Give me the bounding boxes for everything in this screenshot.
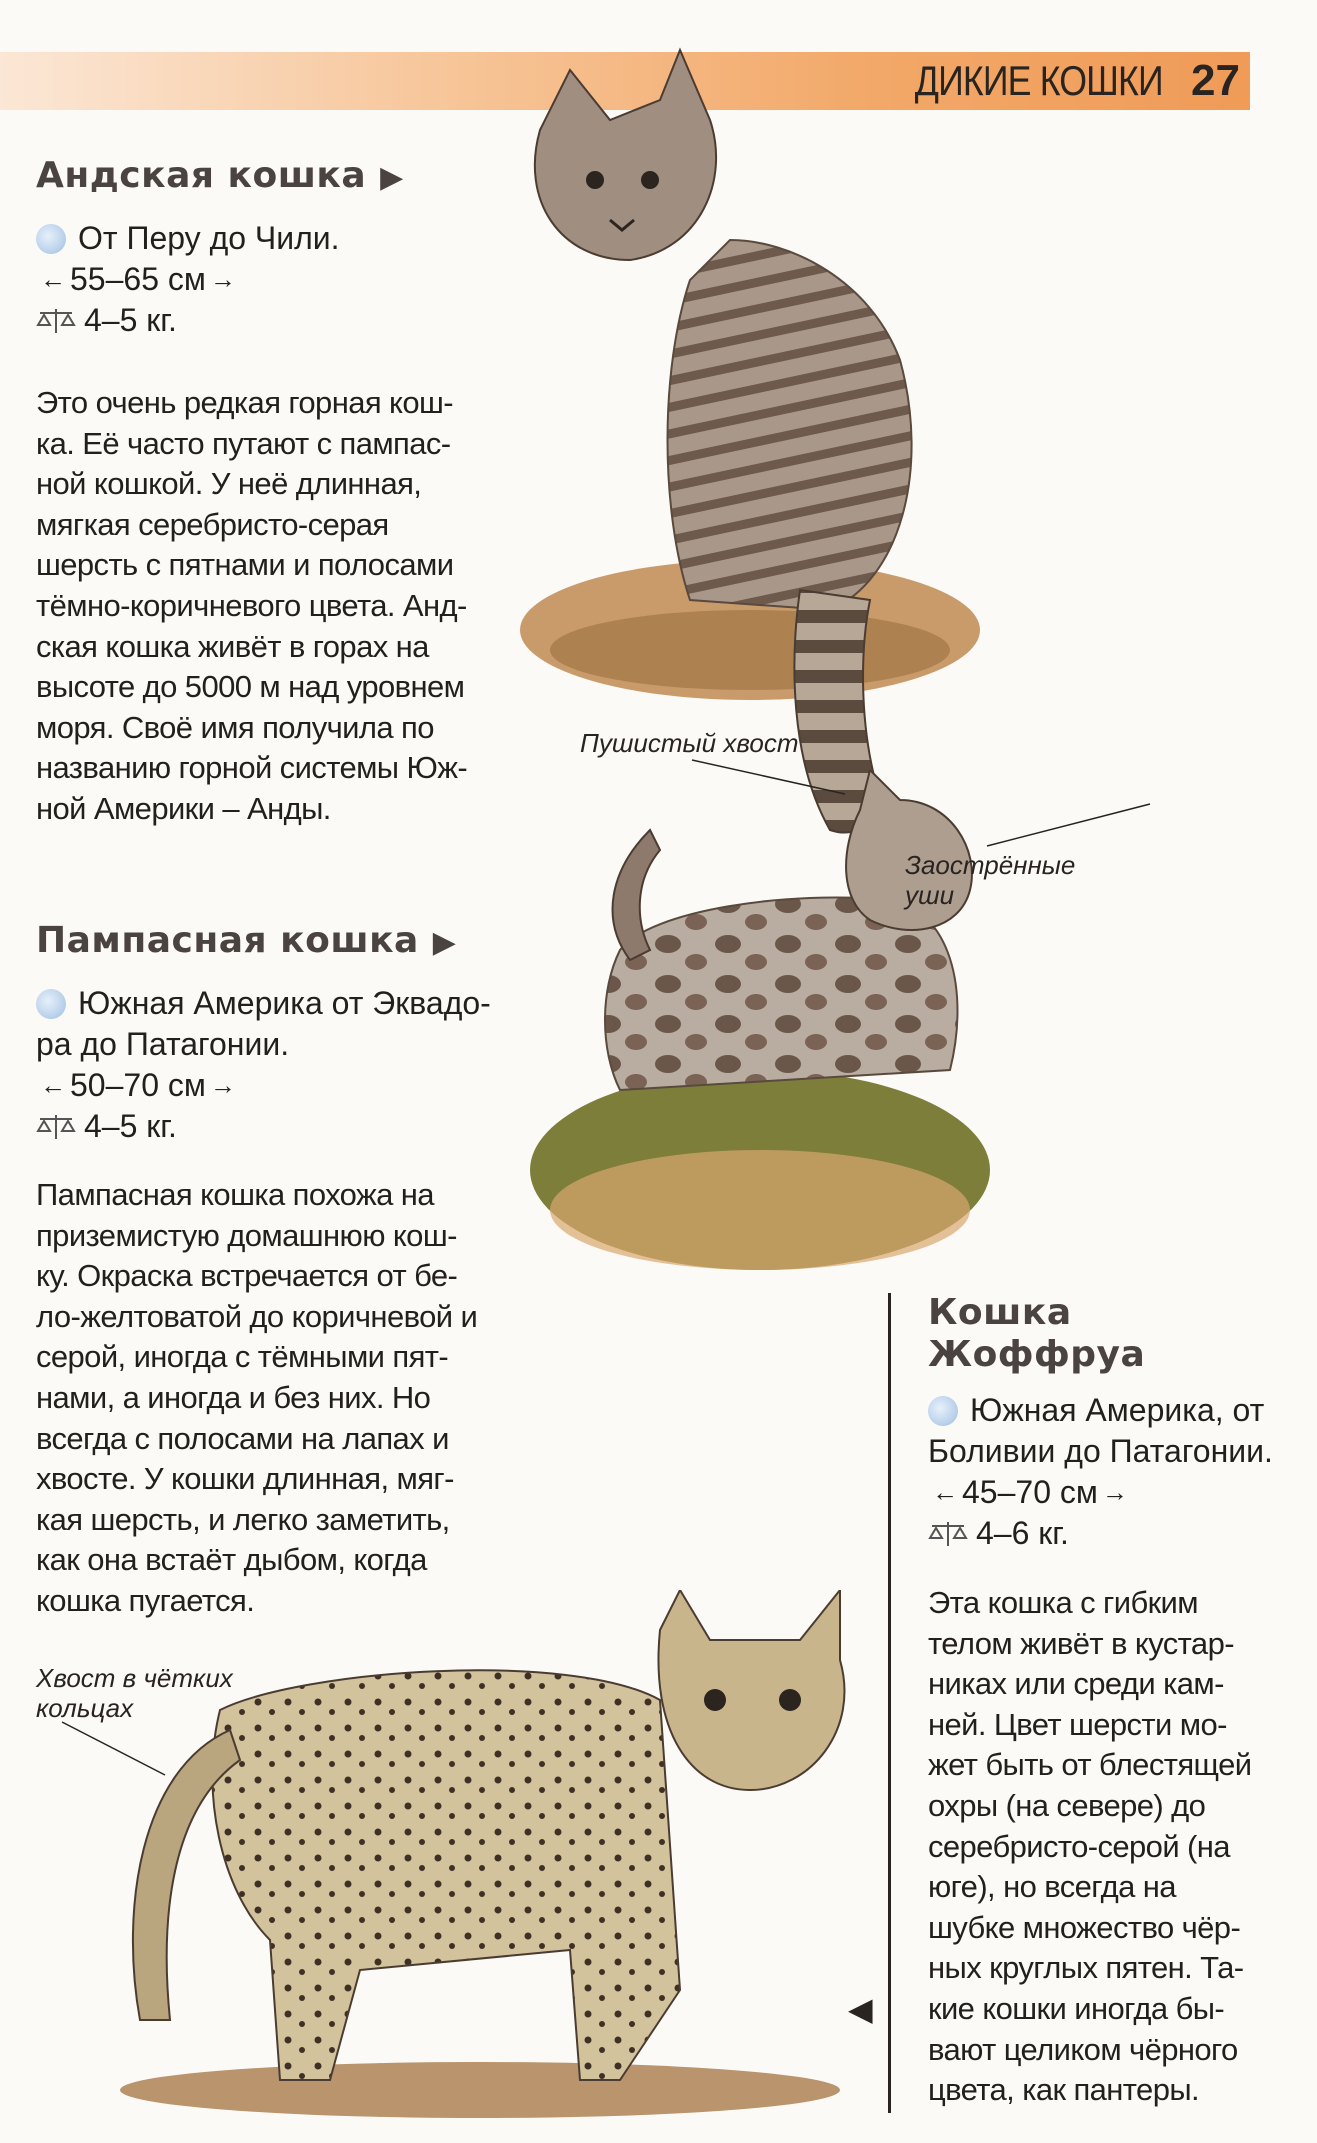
text-line: шерсть с пятнами и полосами [36, 547, 454, 583]
globe-icon [36, 989, 66, 1019]
text-line: кая шерсть, и легко заметить, [36, 1501, 450, 1537]
habitat-line [36, 983, 491, 1024]
habitat-line [928, 1390, 1273, 1431]
habitat-text: Южная Америка, от [970, 1392, 1265, 1428]
text-line: цвета, как пантеры. [928, 2072, 1200, 2108]
scales-icon [36, 1113, 76, 1141]
length-line [36, 259, 340, 300]
ringed-tail-caption [36, 1663, 233, 1723]
scales-icon [36, 307, 76, 335]
weight-text: 4–5 кг. [84, 302, 177, 338]
text-line: серой, иногда с тёмными пят- [36, 1339, 449, 1375]
section-arrow-icon: ▶ [380, 160, 404, 195]
scales-icon [928, 1520, 968, 1548]
length-text: 55–65 см [70, 261, 206, 297]
ringed-tail-leader [60, 1720, 170, 1780]
text-line: юге), но всегда на [928, 1869, 1176, 1905]
weight-text: 4–6 кг. [976, 1515, 1069, 1551]
length-line [928, 1472, 1273, 1513]
caption-text: кольцах [36, 1693, 134, 1723]
pampas-cat-heading [36, 920, 456, 961]
text-line: ной кошкой. У неё длинная, [36, 466, 422, 502]
text-line: хвосте. У кошки длинная, мяг- [36, 1461, 454, 1497]
geoffroy-cat-head [658, 1590, 844, 1790]
text-line: ло-желтоватой до коричневой и [36, 1298, 478, 1334]
habitat-line [36, 218, 340, 259]
text-line: всегда с полосами на лапах и [36, 1420, 449, 1456]
text-line: ку. Окраска встречается от бе- [36, 1258, 458, 1294]
andean-cat-heading [36, 155, 404, 196]
habitat-line-continued [36, 1024, 491, 1065]
text-line: нами, а иногда и без них. Но [36, 1379, 431, 1415]
section-arrow-icon: ▶ [432, 925, 457, 960]
caption-text: Заострённые [905, 850, 1076, 880]
text-line: никах или среди кам- [928, 1666, 1224, 1702]
weight-line [36, 1106, 491, 1147]
geoffroy-cat-title-line-2: Жоффруа [928, 1334, 1146, 1375]
text-line: моря. Своё имя получила по [36, 709, 434, 745]
pointed-ears-caption [905, 850, 1075, 910]
habitat-text: ра до Патагонии. [36, 1026, 290, 1062]
arrow-right-icon: → [1101, 1477, 1128, 1507]
habitat-text: Южная Америка от Эквадо- [78, 985, 491, 1021]
text-line: кошка пугается. [36, 1582, 255, 1618]
globe-icon [928, 1396, 958, 1426]
length-text: 45–70 см [962, 1474, 1098, 1510]
caption-text: Хвост в чётких [36, 1663, 233, 1693]
arrow-left-icon: ← [40, 264, 66, 294]
arrow-right-icon: → [209, 1070, 236, 1100]
length-line [36, 1065, 491, 1106]
weight-line [928, 1513, 1273, 1554]
page-number: 27 [1191, 56, 1240, 105]
text-line: серебристо-серой (на [928, 1828, 1230, 1864]
text-line: приземистую домашнюю кош- [36, 1217, 457, 1253]
text-line: как она встаёт дыбом, когда [36, 1542, 427, 1578]
caption-text: Пушистый хвост [580, 728, 799, 758]
text-line: Это очень редкая горная кош- [36, 385, 454, 420]
geoffroy-description [928, 1583, 1251, 2111]
text-line: охры (на севере) до [928, 1787, 1206, 1823]
pampas-facts [36, 983, 491, 1147]
text-line: ней. Цвет шерсти мо- [928, 1706, 1227, 1742]
geoffroy-facts [928, 1390, 1273, 1554]
globe-icon [36, 224, 66, 254]
text-line: телом живёт в кустар- [928, 1625, 1234, 1661]
back-arrow-icon: ◀ [848, 1991, 873, 2027]
fluffy-tail-leader [690, 758, 850, 798]
arrow-right-icon: → [209, 264, 236, 294]
pointed-ears-leader [985, 800, 1155, 850]
geoffroy-cat-title-line-1: Кошка [928, 1292, 1072, 1333]
geoffroy-ground [120, 2062, 840, 2118]
text-line: ка. Её часто путают с пампас- [36, 425, 451, 461]
fluffy-tail-caption [580, 728, 798, 758]
andean-cat-title: Андская кошка [36, 155, 367, 196]
caption-text: уши [905, 880, 955, 910]
geoffroy-cat-heading [928, 1292, 1145, 1376]
text-line: Эта кошка с гибким [928, 1585, 1198, 1620]
weight-text: 4–5 кг. [84, 1108, 177, 1144]
habitat-text: Боливии до Патагонии. [928, 1433, 1273, 1469]
text-line: Пампасная кошка похожа на [36, 1177, 434, 1212]
habitat-line-continued [928, 1431, 1273, 1472]
text-line: ская кошка живёт в горах на [36, 628, 429, 664]
text-line: жет быть от блестящей [928, 1747, 1252, 1783]
text-line: вают целиком чёрного [928, 2031, 1238, 2067]
geoffroy-sidebar-rule [888, 1293, 891, 2113]
arrow-left-icon: ← [932, 1477, 958, 1507]
pampas-cat-title: Пампасная кошка [36, 920, 419, 961]
text-line: названию горной системы Юж- [36, 750, 468, 786]
text-line: шубке множество чёр- [928, 1909, 1241, 1945]
text-line: высоте до 5000 м над уровнем [36, 669, 465, 705]
geoffroy-cat-body [212, 1670, 680, 2080]
text-line: тёмно-коричневого цвета. Анд- [36, 587, 467, 623]
habitat-text: От Перу до Чили. [78, 220, 340, 256]
andean-cat-body [668, 240, 912, 610]
running-title: ДИКИЕ КОШКИ [915, 57, 1164, 104]
andean-description [36, 383, 467, 830]
pampas-description [36, 1175, 477, 1622]
weight-line [36, 300, 340, 341]
andean-facts [36, 218, 340, 341]
text-line: кие кошки иногда бы- [928, 1990, 1225, 2026]
length-text: 50–70 см [70, 1067, 206, 1103]
text-line: ной Америки – Анды. [36, 790, 331, 826]
pampas-cat-illustration [530, 770, 990, 1290]
arrow-left-icon: ← [40, 1070, 66, 1100]
text-line: ных круглых пятен. Та- [928, 1950, 1244, 1986]
text-line: мягкая серебристо-серая [36, 506, 389, 542]
